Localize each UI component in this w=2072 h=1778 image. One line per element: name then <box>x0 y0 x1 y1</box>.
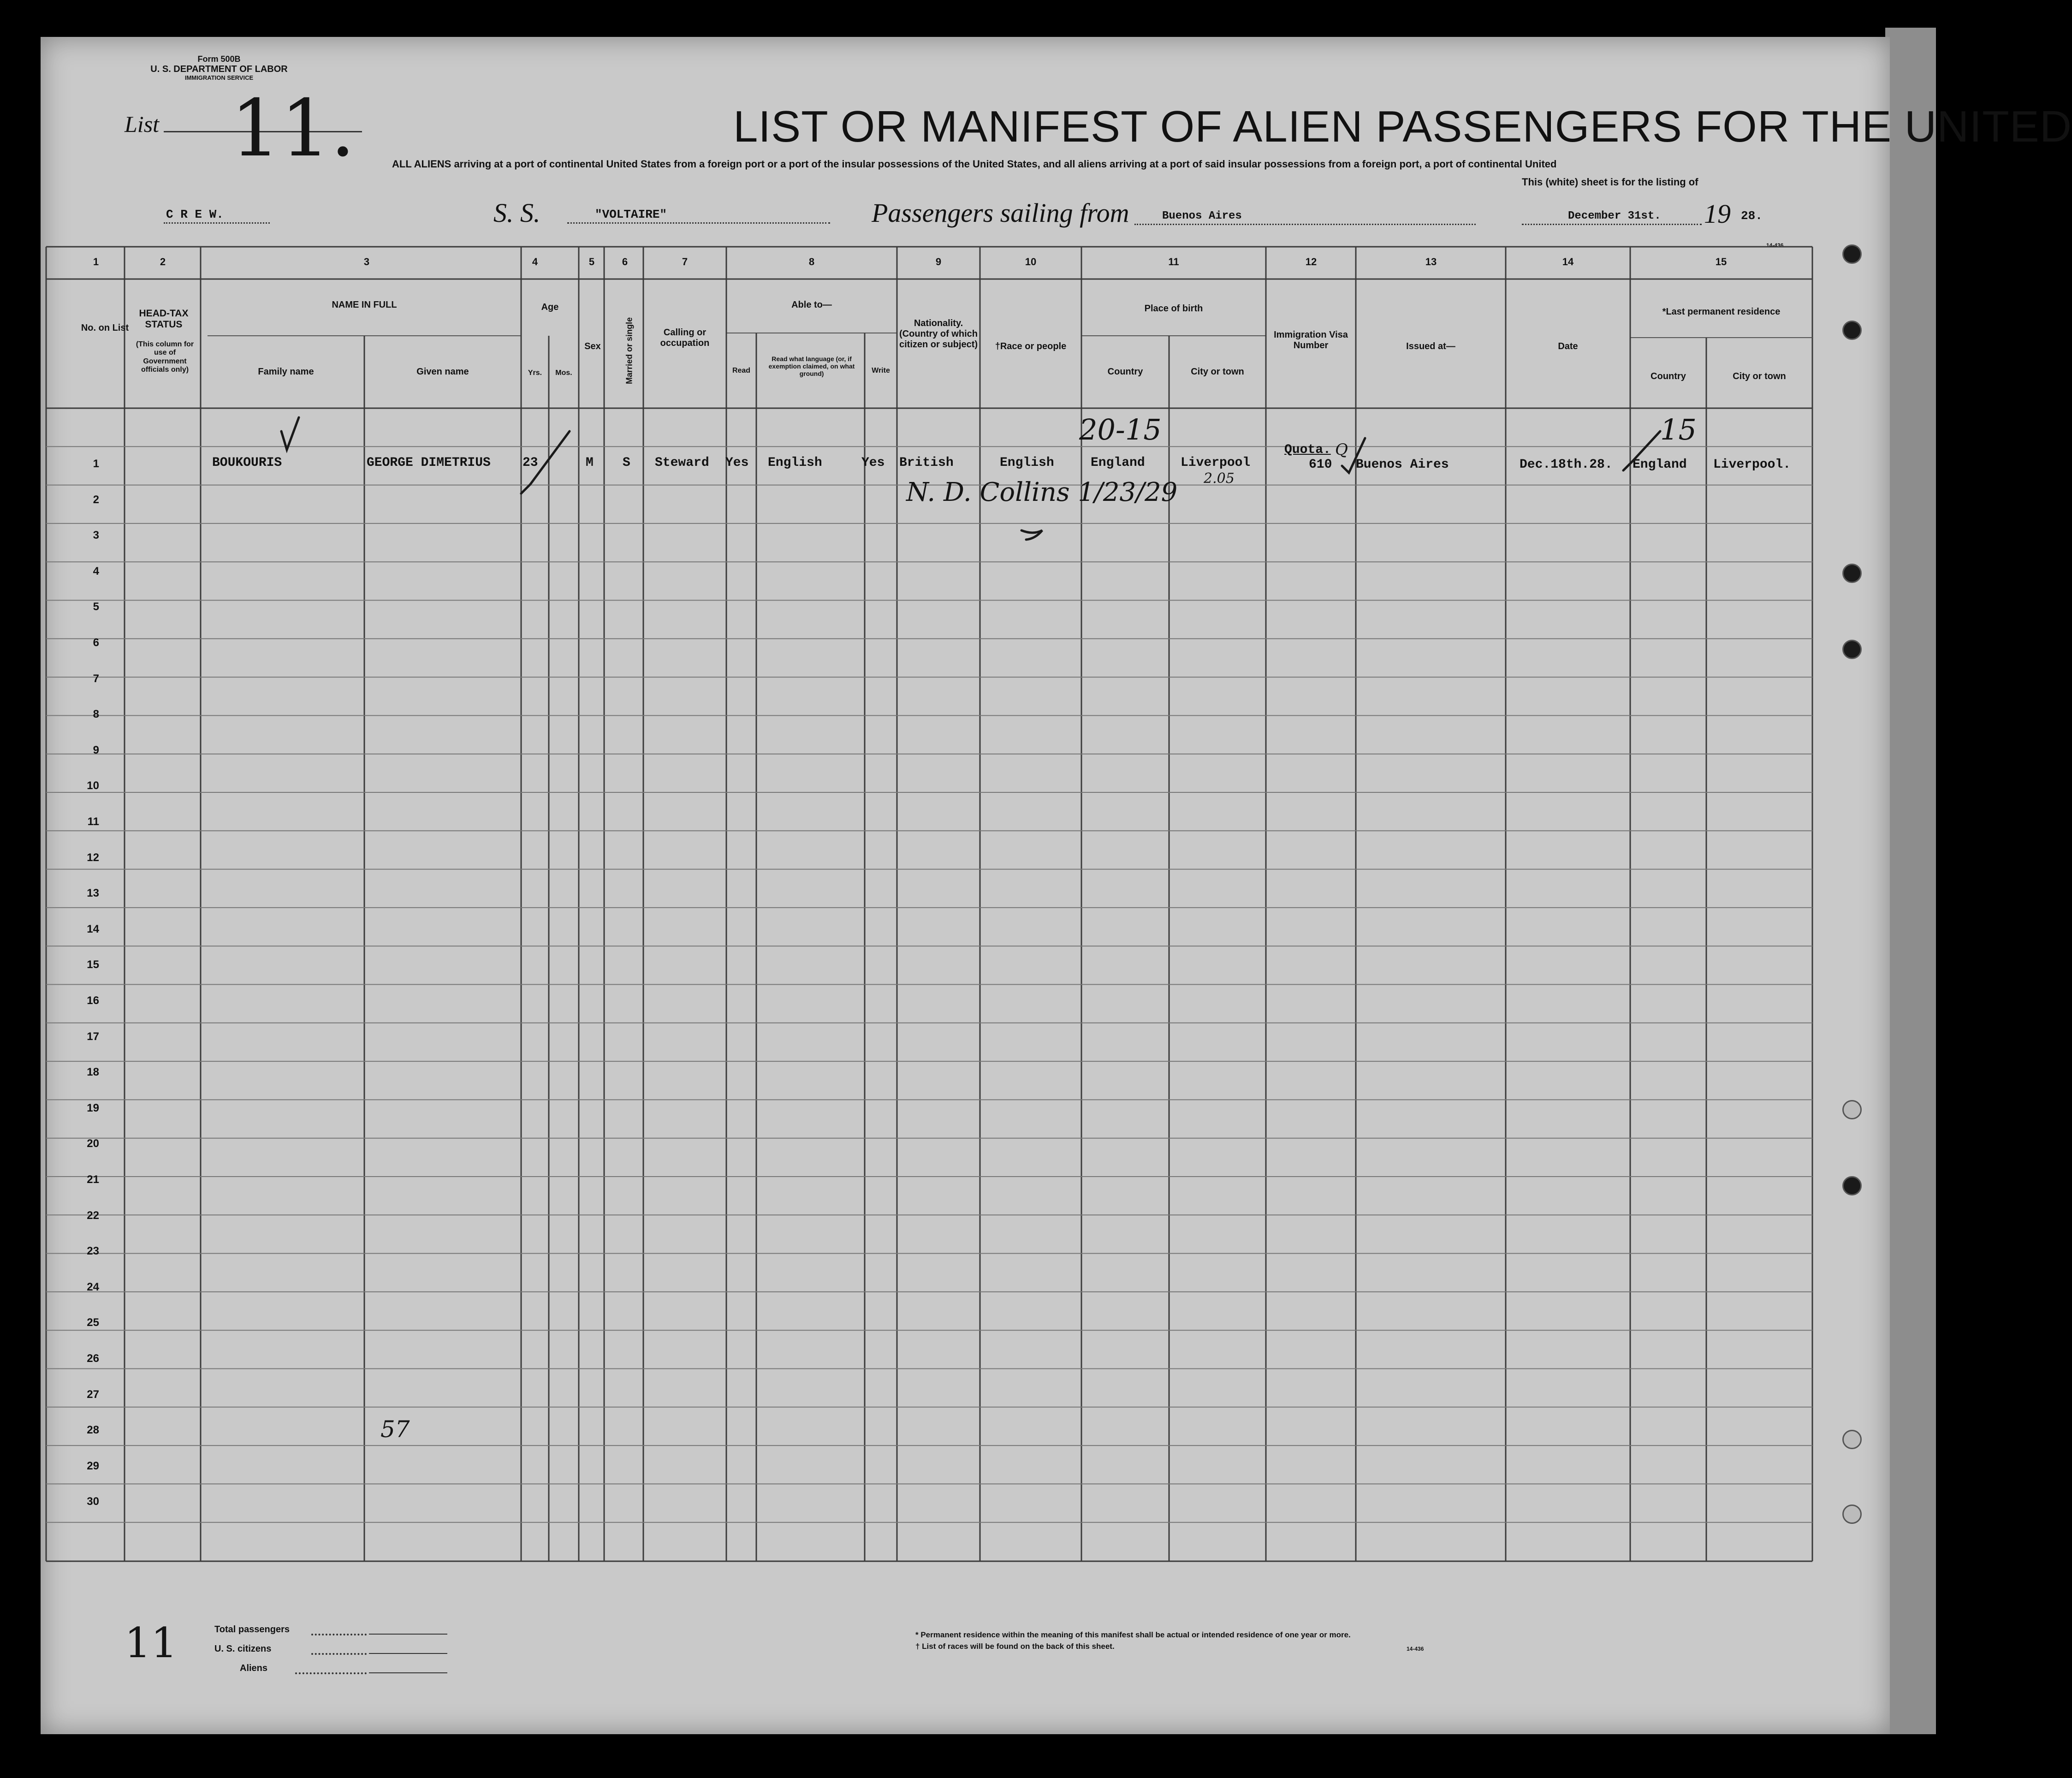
pen-stroke-icon <box>1021 530 1042 540</box>
col-write: Write <box>872 367 890 375</box>
row-number: 9 <box>93 743 99 756</box>
row-number: 11 <box>87 815 99 828</box>
column-number: 6 <box>622 256 628 268</box>
department-name: U. S. DEPARTMENT OF LABOR <box>150 64 288 74</box>
column-number: 1 <box>93 256 99 268</box>
row-number: 25 <box>87 1316 99 1329</box>
race-cell: English <box>1000 456 1054 470</box>
row-number: 30 <box>87 1495 99 1508</box>
footer-total-passengers: Total passengers <box>214 1624 290 1635</box>
binder-hole <box>1842 244 1862 264</box>
col-res-country: Country <box>1650 371 1686 381</box>
column-number: 13 <box>1425 256 1437 268</box>
handwritten-footer-mark: 11 <box>125 1619 178 1667</box>
row-number: 23 <box>87 1245 99 1258</box>
row-number: 10 <box>87 779 99 792</box>
col-birth-country: Country <box>1107 367 1143 377</box>
footer-aliens: Aliens <box>240 1663 268 1673</box>
col-calling: Calling or occupation <box>660 327 710 348</box>
family-name-cell: BOUKOURIS <box>212 456 282 470</box>
list-number: 11. <box>231 83 356 174</box>
binder-hole <box>1842 321 1862 340</box>
row-number: 19 <box>87 1101 99 1114</box>
subtitle-line-2: This (white) sheet is for the listing of <box>1522 176 1698 188</box>
col-race: †Race or people <box>995 341 1067 351</box>
sex-cell: M <box>586 456 594 470</box>
ship-name: "VOLTAIRE" <box>595 208 667 221</box>
row-number: 12 <box>87 851 99 864</box>
subtitle-line-1: ALL ALIENS arriving at a port of continental United States from a foreign port or a port of the insular possessions of the United States, and all aliens arriving at a port of said insular possessions from a foreign port, a port of continental United <box>392 158 1557 170</box>
row-number: 13 <box>87 887 99 900</box>
clerk-signature-note: N. D. Collins 1/23/29 <box>906 477 1178 507</box>
row-number: 7 <box>93 672 99 685</box>
footer-leader-dots <box>311 1653 367 1655</box>
footer-leader-dots <box>295 1672 367 1674</box>
write-cell: Yes <box>861 456 885 470</box>
footer-aliens-line <box>369 1672 447 1673</box>
row-number: 26 <box>87 1352 99 1365</box>
col-age-mos: Mos. <box>555 369 572 377</box>
form-number: Form 500B <box>197 54 241 64</box>
year-suffix: 28. <box>1741 209 1763 223</box>
issued-at-cell: Buenos Aires <box>1356 458 1449 472</box>
row-number: 21 <box>87 1173 99 1186</box>
row-number: 16 <box>87 994 99 1007</box>
nationality-cell: British <box>899 456 954 470</box>
row-number: 8 <box>93 708 99 721</box>
visa-label-cell: Quota. <box>1284 443 1331 457</box>
col-read: Read <box>732 367 751 375</box>
list-label: List <box>125 111 160 137</box>
row-number: 4 <box>93 565 99 577</box>
col-given-name: Given name <box>416 367 469 377</box>
handwritten-annotation-right: 15 <box>1660 413 1697 446</box>
read-cell: Yes <box>725 456 749 470</box>
row-number: 5 <box>93 601 99 613</box>
age-cell: 23 <box>522 456 538 470</box>
footer-citizens-line <box>369 1653 447 1654</box>
col-no-on-list: No. on List <box>81 323 129 333</box>
page-title: LIST OR MANIFEST OF ALIEN PASSENGERS FOR THE UNITED <box>733 102 2072 151</box>
col-place-of-birth: Place of birth <box>1144 303 1203 314</box>
column-number: 7 <box>682 256 688 268</box>
res-city-cell: Liverpool. <box>1713 458 1791 472</box>
col-visa-number: Immigration Visa Number <box>1274 330 1348 351</box>
marital-cell: S <box>623 456 630 470</box>
row-number: 18 <box>87 1066 99 1079</box>
year-prefix: 19 <box>1704 199 1731 229</box>
col-read-what: Read what language (or, if exemption claimed, on what ground) <box>768 355 855 378</box>
column-number: 10 <box>1025 256 1037 268</box>
occupation-cell: Steward <box>655 456 709 470</box>
sailing-label: Passengers sailing from <box>872 198 1129 228</box>
column-number: 11 <box>1168 256 1179 268</box>
quota-mark: Q <box>1335 440 1348 459</box>
row-number: 28 <box>87 1424 99 1437</box>
given-name-cell: GEORGE DIMETRIUS <box>367 456 491 470</box>
col-head-tax-note: (This column for use of Government officials only) <box>136 340 194 374</box>
column-number: 8 <box>808 256 815 268</box>
handwritten-annotation-top: 20-15 <box>1079 413 1162 446</box>
visa-number-cell: 610 <box>1309 458 1332 472</box>
checkmark-icon <box>1623 431 1660 470</box>
column-number: 12 <box>1305 256 1317 268</box>
column-number: 2 <box>160 256 166 268</box>
language-cell: English <box>768 456 822 470</box>
row-number: 2 <box>93 493 99 506</box>
col-head-tax: HEAD-TAX STATUS <box>139 308 189 330</box>
row-number: 22 <box>87 1209 99 1222</box>
visa-date-cell: Dec.18th.28. <box>1520 458 1613 472</box>
binder-hole <box>1842 564 1862 583</box>
birth-country-cell: England <box>1091 456 1145 470</box>
binder-hole <box>1842 1100 1862 1119</box>
ss-label: S. S. <box>493 198 540 228</box>
col-date: Date <box>1558 341 1578 351</box>
res-country-cell: England <box>1633 458 1687 472</box>
column-number: 5 <box>588 256 595 268</box>
birth-city-cell: Liverpool <box>1181 456 1251 470</box>
col-age-yrs: Yrs. <box>528 369 542 377</box>
crew-label: C R E W. <box>166 208 224 221</box>
clerk-note-superscript: 2.05 <box>1204 470 1235 487</box>
footer-total-line <box>369 1634 447 1635</box>
col-birth-city: City or town <box>1191 367 1244 377</box>
handwritten-page-mark: 57 <box>380 1416 410 1443</box>
row-number: 17 <box>87 1030 99 1043</box>
row-number: 1 <box>93 458 99 470</box>
col-issued-at: Issued at— <box>1406 341 1455 351</box>
column-number: 9 <box>935 256 942 268</box>
footer-leader-dots <box>311 1634 367 1635</box>
col-name-in-full: NAME IN FULL <box>332 300 397 310</box>
col-age: Age <box>541 302 559 312</box>
service-name: IMMIGRATION SERVICE <box>184 74 254 81</box>
sailing-date: December 31st. <box>1568 210 1661 222</box>
row-number: 24 <box>87 1280 99 1293</box>
column-number: 14 <box>1562 256 1574 268</box>
binder-hole <box>1842 1176 1862 1195</box>
col-married: Married or single <box>624 317 634 384</box>
col-nationality: Nationality. (Country of which citizen or subject) <box>899 318 978 350</box>
binder-hole <box>1842 640 1862 659</box>
checkmark-icon <box>521 431 570 494</box>
col-last-residence: *Last permanent residence <box>1662 307 1781 317</box>
footer-us-citizens: U. S. citizens <box>214 1644 272 1654</box>
row-number: 6 <box>93 636 99 649</box>
footer-form-code: 14-436 <box>1407 1646 1424 1652</box>
footer-note-races: † List of races will be found on the back of this sheet. <box>915 1642 1115 1651</box>
column-number: 15 <box>1715 256 1727 268</box>
col-res-city: City or town <box>1733 371 1786 381</box>
footer-note-permanent-residence: * Permanent residence within the meaning of this manifest shall be actual or intended residence of one year or more. <box>915 1630 1351 1639</box>
sailing-from: Buenos Aires <box>1162 210 1242 222</box>
col-sex: Sex <box>584 341 601 351</box>
binder-hole <box>1842 1504 1862 1524</box>
binder-hole <box>1842 1430 1862 1449</box>
column-number: 3 <box>363 256 370 268</box>
form-code-top: 14-436 <box>1766 242 1784 249</box>
checkmark-icon <box>1342 438 1365 473</box>
col-able-to: Able to— <box>791 300 832 310</box>
col-family-name: Family name <box>258 367 314 377</box>
row-number: 15 <box>87 958 99 971</box>
row-number: 29 <box>87 1459 99 1472</box>
row-number: 14 <box>87 922 99 935</box>
row-number: 3 <box>93 529 99 542</box>
row-number: 20 <box>87 1137 99 1150</box>
checkmark-icon <box>281 417 299 450</box>
column-number: 4 <box>532 256 538 268</box>
row-number: 27 <box>87 1388 99 1401</box>
